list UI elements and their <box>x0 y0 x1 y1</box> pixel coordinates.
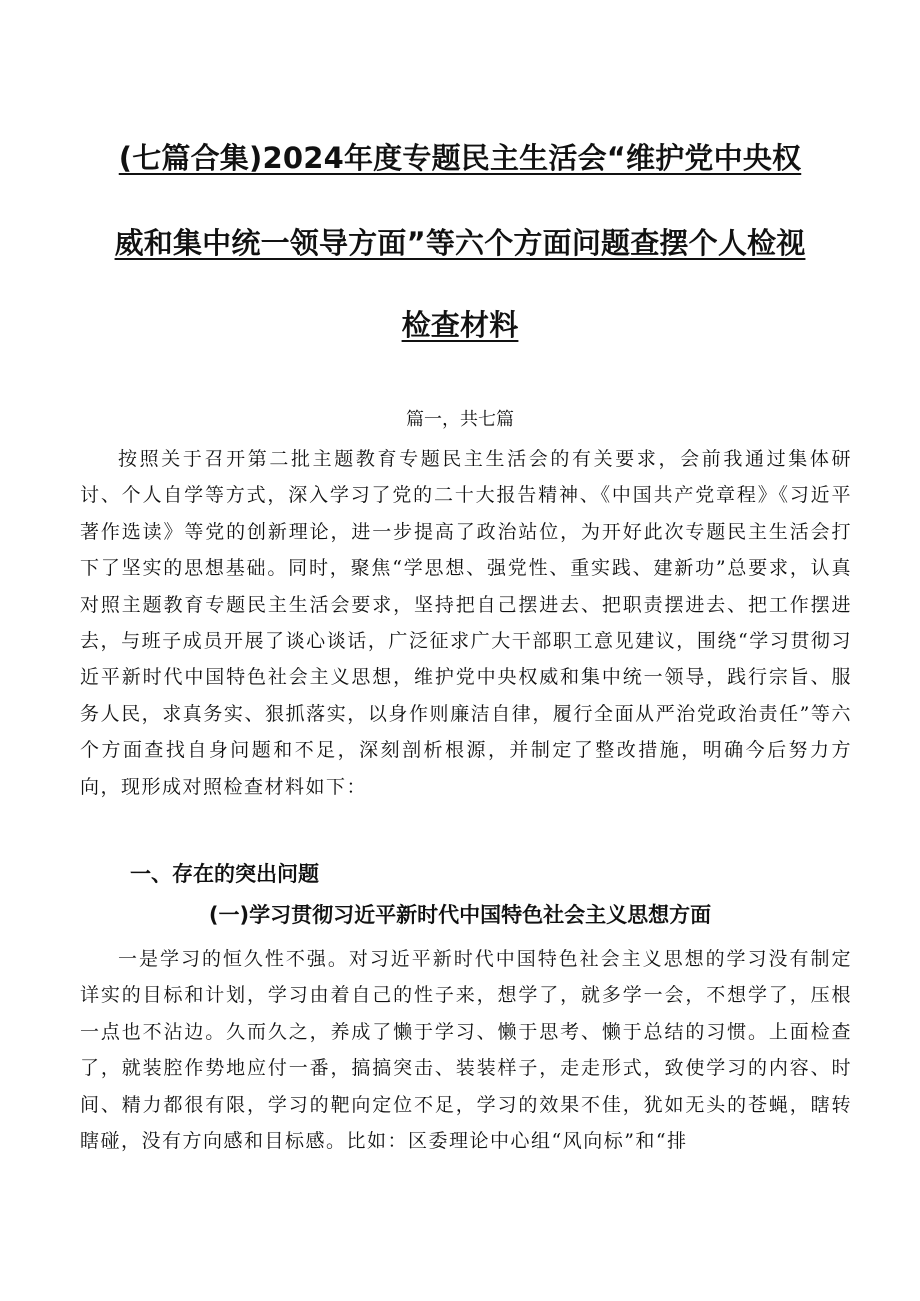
subsection-heading: (一)学习贯彻习近平新时代中国特色社会主义思想方面 <box>208 903 712 927</box>
document-title-line-2: 威和集中统一领导方面”等六个方面问题查摆个人检视 <box>114 226 806 260</box>
document-title-line-3: 检查材料 <box>401 308 519 342</box>
intro-paragraph: 按照关于召开第二批主题教育专题民主生活会的有关要求，会前我通过集体研讨、个人自学等方式，深入学习了党的二十大报告精神、《中国共产党章程》《习近平著作选读》等党的创新理论，进一步提高了政治站位，为开好此次专题民主生活会打下了坚实的思想基础。同时，聚焦“学思想、强党性、重实践、建新功”总要求，认真对照主题教育专题民主生活会要求，坚持把自己摆进去、把职责摆进去、把工作摆进去，与班子成员开展了谈心谈话，广泛征求广大干部职工意见建议，围绕“学习贯彻习近平新时代中国特色社会主义思想，维护党中央权威和集中统一领导，践行宗旨、服务人民，求真务实、狠抓落实，以身作则廉洁自律，履行全面从严治党政治责任”等六个方面查找自身问题和不足，深刻剖析根源，并制定了整改措施，明确今后努力方向，现形成对照检查材料如下： <box>80 448 852 798</box>
document-subtitle: 篇一，共七篇 <box>406 409 514 430</box>
document-title-line-1: (七篇合集)2024年度专题民主生活会“维护党中央权 <box>118 141 802 175</box>
body-paragraph: 一是学习的恒久性不强。对习近平新时代中国特色社会主义思想的学习没有制定详实的目标和计划，学习由着自己的性子来，想学了，就多学一会，不想学了，压根一点也不沾边。久而久之，养成了懒于学习、懒于思考、懒于总结的习惯。上面检查了，就装腔作势地应付一番，搞搞突击、装装样子，走走形式，致使学习的内容、时间、精力都很有限，学习的靶向定位不足，学习的效果不佳，犹如无头的苍蝇，瞎转瞎碰，没有方向感和目标感。比如：区委理论中心组“风向标”和“排 <box>80 948 852 1153</box>
section-heading: 一、存在的突出问题 <box>130 862 319 886</box>
